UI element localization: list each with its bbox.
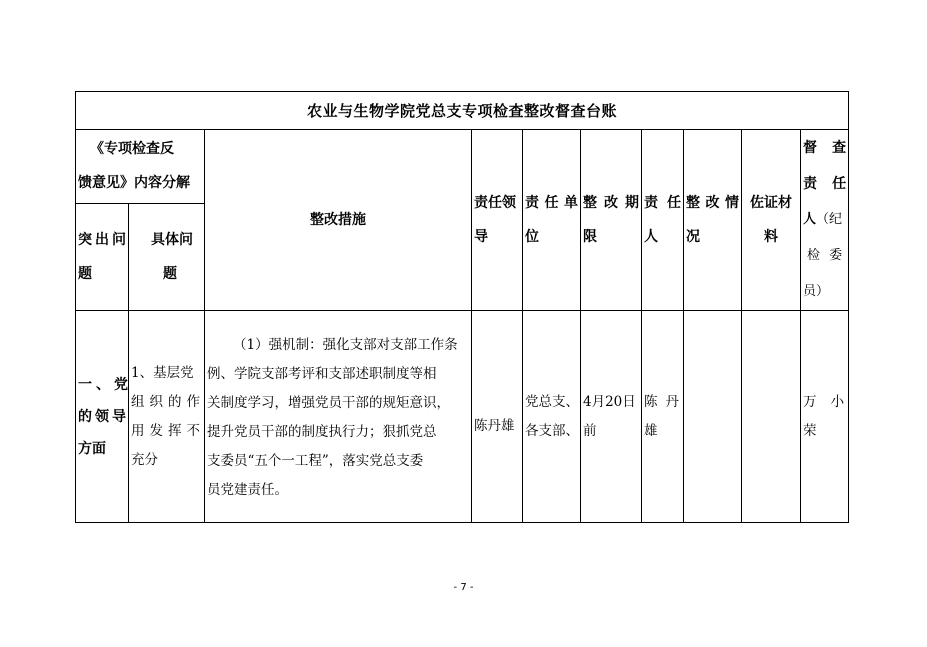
deadline-line2: 前 (583, 422, 597, 439)
deadline-cell (581, 311, 642, 523)
unit-line1: 党总支、 (525, 393, 579, 410)
header-status (684, 130, 742, 311)
header-prominent-issue-line2: 题 (78, 265, 92, 282)
header-person-line1: 责任 (644, 195, 681, 211)
header-supervisor (801, 130, 849, 311)
header-measures (205, 130, 472, 311)
header-supervisor-line4: 检委 (807, 248, 843, 263)
measures-line: 支委员“五个一工程”，落实党总支委 (207, 452, 424, 469)
person-line1: 陈丹 (644, 393, 679, 410)
header-supervisor-line2: 责任 (803, 176, 847, 192)
header-prominent-issue (76, 203, 129, 310)
issue-line2: 的领导 (78, 408, 126, 425)
specific-issue-cell (129, 311, 205, 523)
header-measures-label: 整改措施 (310, 212, 366, 228)
measures-cell (205, 311, 472, 523)
header-supervisor-line5: 员） (803, 284, 830, 299)
table-title: 农业与生物学院党总支专项检查整改督查台账 (76, 92, 849, 130)
unit-line2: 各支部、 (525, 422, 579, 439)
person-cell (642, 311, 684, 523)
header-deadline (581, 130, 642, 311)
header-leader-line2: 导 (474, 229, 488, 245)
specific-line2: 组织的作 (131, 393, 200, 410)
header-unit-line2: 位 (525, 229, 539, 245)
header-unit-line1: 责任单 (525, 195, 578, 211)
header-specific-issue-line1: 具体问 (151, 231, 193, 248)
issue-line3: 方面 (78, 440, 106, 457)
header-status-line1: 整改情 (686, 195, 739, 211)
supervisor-cell (801, 311, 849, 523)
header-deadline-line2: 限 (583, 229, 597, 245)
leader-name: 陈丹雄 (474, 418, 515, 434)
header-evidence-line2: 料 (764, 229, 778, 245)
header-feedback-line1: 《专项检查反 (90, 141, 174, 158)
measures-line: （1）强机制：强化支部对支部工作条 (233, 336, 458, 353)
unit-cell (523, 311, 581, 523)
header-person (642, 130, 684, 311)
measures-line: 员党建责任。 (207, 481, 288, 498)
supervisor-line1: 万小 (803, 393, 845, 410)
status-cell (684, 311, 742, 523)
header-person-line2: 人 (644, 229, 658, 245)
title-row (76, 92, 849, 130)
header-supervisor-line3a: 人 (803, 212, 817, 227)
person-line2: 雄 (644, 422, 658, 439)
header-specific-issue (129, 203, 205, 310)
header-feedback-line2: 馈意见》内容分解 (78, 175, 190, 192)
issue-line1: 一、党 (78, 376, 128, 393)
specific-line3: 用发挥不 (131, 422, 200, 439)
specific-line1: 1、基层党 (131, 364, 194, 381)
header-leader-line1: 责任领 (474, 195, 516, 211)
rectification-ledger-table (75, 91, 849, 523)
header-evidence (742, 130, 801, 311)
specific-line4: 充分 (131, 451, 158, 468)
measures-line: 例、学院支部考评和支部述职制度等相 (207, 365, 437, 382)
header-evidence-line1: 佐证材 (750, 195, 792, 211)
evidence-cell (742, 311, 801, 523)
supervisor-line2: 荣 (803, 422, 817, 439)
header-status-line2: 况 (686, 229, 700, 245)
header-leader (472, 130, 523, 311)
measures-line: 关制度学习，增强党员干部的规矩意识， (207, 394, 450, 411)
table-row (76, 311, 849, 523)
header-supervisor-line1: 督查 (803, 140, 847, 156)
page-number: - 7 - (453, 582, 474, 593)
header-row-1 (76, 130, 849, 204)
deadline-line1: 4月20日 (583, 393, 636, 410)
header-prominent-issue-line1: 突出问 (78, 231, 126, 248)
header-deadline-line1: 整改期 (583, 195, 639, 211)
issue-cell (76, 311, 129, 523)
header-specific-issue-line2: 题 (163, 265, 177, 282)
header-supervisor-line3b: （纪 (816, 212, 843, 227)
header-unit (523, 130, 581, 311)
header-feedback-breakdown (76, 130, 205, 204)
measures-line: 提升党员干部的制度执行力；狠抓党总 (207, 423, 437, 440)
leader-cell (472, 311, 523, 523)
